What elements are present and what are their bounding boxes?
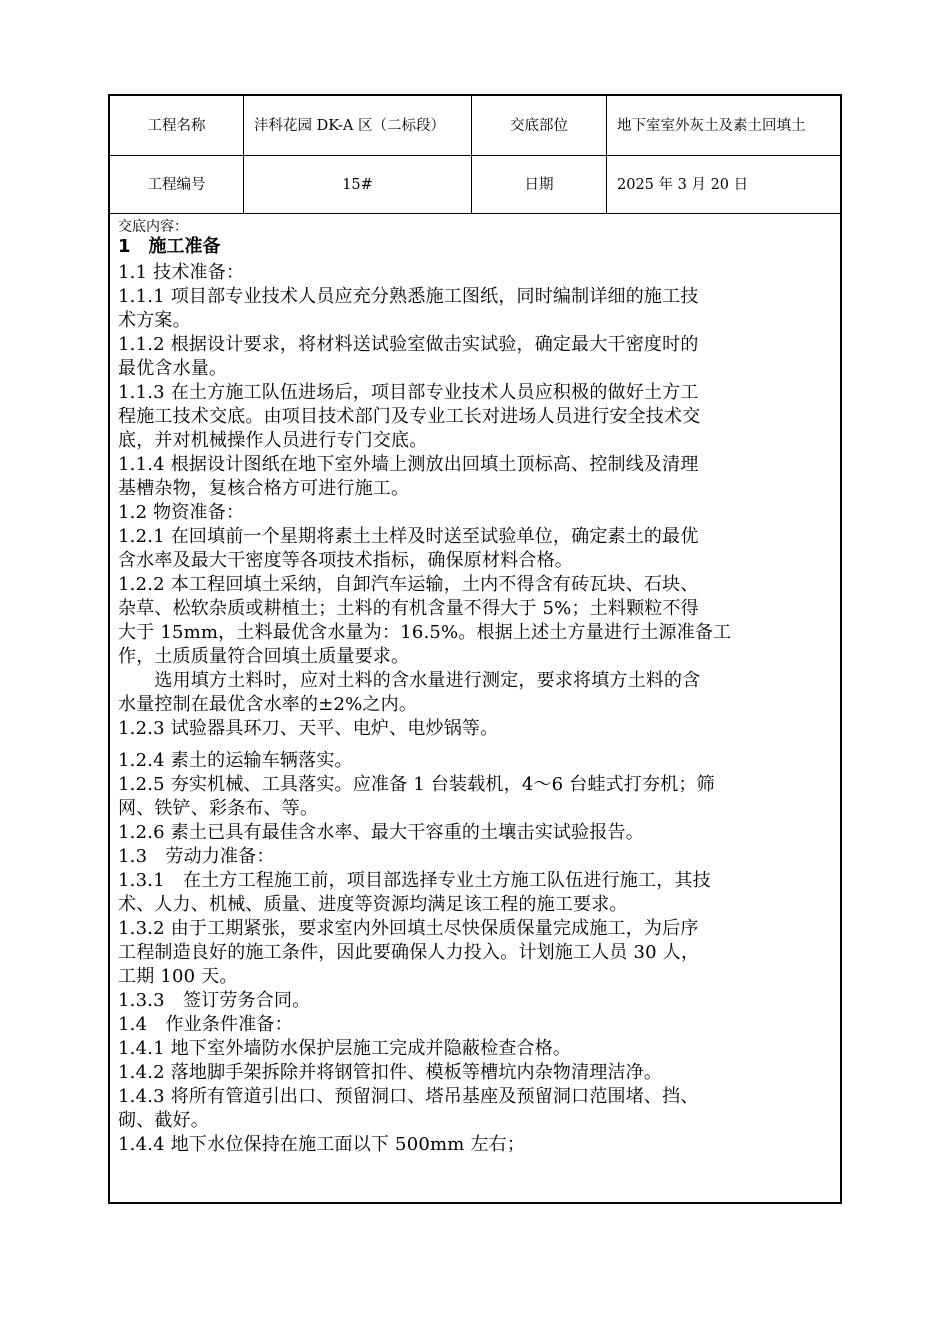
content-line: 术方案。 [118, 310, 191, 331]
disclosure-sheet [108, 94, 842, 1204]
content-line: 工程制造良好的施工条件，因此要确保人力投入。计划施工人员 30 人， [118, 942, 700, 963]
content-line: 1.4.2 落地脚手架拆除并将钢管扣件、模板等槽坑内杂物清理洁净。 [118, 1062, 663, 1083]
date-value: 2025 年 3 月 20 日 [617, 176, 749, 193]
disclosure-content [118, 219, 836, 1157]
content-line: 选用填方土料时，应对土料的含水量进行测定，要求将填方土料的含 [118, 670, 701, 691]
content-line: 1.4.4 地下水位保持在施工面以下 500mm 左右； [118, 1134, 526, 1155]
content-line: 1.1.2 根据设计要求，将材料送试验室做击实试验，确定最大干密度时的 [118, 334, 699, 355]
content-line: 1.4.3 将所有管道引出口、预留洞口、塔吊基座及预留洞口范围堵、挡、 [118, 1086, 699, 1107]
content-line: 1.2.4 素土的运输车辆落实。 [118, 750, 353, 771]
content-intro: 交底内容： [118, 219, 188, 235]
content-line: 1.2.3 试验器具环刀、天平、电炉、电炒锅等。 [118, 718, 499, 739]
content-line: 网、铁铲、彩条布、等。 [118, 798, 319, 819]
date-label: 日期 [472, 156, 607, 213]
content-line: 基槽杂物，复核合格方可进行施工。 [118, 478, 410, 499]
content-line: 1.1 技术准备： [118, 262, 245, 283]
project-no-value: 15# [244, 156, 472, 213]
content-line: 底，并对机械操作人员进行专门交底。 [118, 430, 428, 451]
content-line: 含水率及最大干密度等各项技术指标，确保原材料合格。 [118, 550, 573, 571]
content-lines-part-1 [118, 261, 836, 741]
content-line: 1.4 作业条件准备： [118, 1014, 293, 1035]
location-label: 交底部位 [472, 96, 607, 155]
content-line: 杂草、松软杂质或耕植土；土料的有机含量不得大于 5%；土料颗粒不得 [118, 598, 699, 619]
content-line: 1.4.1 地下室外墙防水保护层施工完成并隐蔽检查合格。 [118, 1038, 572, 1059]
header-row-2 [110, 156, 840, 214]
location-value: 地下室室外灰土及素土回填土 [617, 117, 806, 134]
content-line: 工期 100 天。 [118, 966, 238, 987]
section-heading: 1 施工准备 [118, 236, 221, 257]
content-line: 1.2.6 素土已具有最佳含水率、最大干容重的土壤击实试验报告。 [118, 822, 644, 843]
content-line: 1.2 物资准备： [118, 502, 245, 523]
content-line: 作，土质质量符合回填土质量要求。 [118, 646, 410, 667]
content-line: 1.1.4 根据设计图纸在地下室外墙上测放出回填土顶标高、控制线及清理 [118, 454, 699, 475]
content-line: 1.3.2 由于工期紧张，要求室内外回填土尽快保质保量完成施工，为后序 [118, 918, 699, 939]
spacer [118, 741, 836, 749]
content-line: 1.2.2 本工程回填土采纳，自卸汽车运输，土内不得含有砖瓦块、石块、 [118, 574, 699, 595]
content-line: 1.2.5 夯实机械、工具落实。应准备 1 台装载机，4～6 台蛙式打夯机；筛 [118, 774, 715, 795]
content-line: 1.3.3 签订劳务合同。 [118, 990, 311, 1011]
content-line: 1.1.3 在土方施工队伍进场后，项目部专业技术人员应积极的做好土方工 [118, 382, 699, 403]
content-line: 砌、截好。 [118, 1110, 209, 1131]
content-lines-part-2 [118, 749, 836, 1157]
content-line: 最优含水量。 [118, 358, 228, 379]
project-name-value: 沣科花园 DK-A 区（二标段） [244, 96, 472, 155]
header-row-1 [110, 96, 840, 156]
content-line: 大于 15mm，土料最优含水量为：16.5%。根据上述土方量进行土源准备工 [118, 622, 732, 643]
content-line: 1.3 劳动力准备： [118, 846, 275, 867]
project-no-label: 工程编号 [110, 156, 244, 213]
content-line: 术、人力、机械、质量、进度等资源均满足该工程的施工要求。 [118, 894, 628, 915]
content-line: 水量控制在最优含水率的±2%之内。 [118, 694, 418, 715]
project-name-label: 工程名称 [110, 96, 244, 155]
content-line: 程施工技术交底。由项目技术部门及专业工长对进场人员进行安全技术交 [118, 406, 701, 427]
content-line: 1.1.1 项目部专业技术人员应充分熟悉施工图纸，同时编制详细的施工技 [118, 286, 699, 307]
content-line: 1.3.1 在土方工程施工前，项目部选择专业土方施工队伍进行施工，其技 [118, 870, 711, 891]
content-line: 1.2.1 在回填前一个星期将素土土样及时送至试验单位，确定素土的最优 [118, 526, 699, 547]
